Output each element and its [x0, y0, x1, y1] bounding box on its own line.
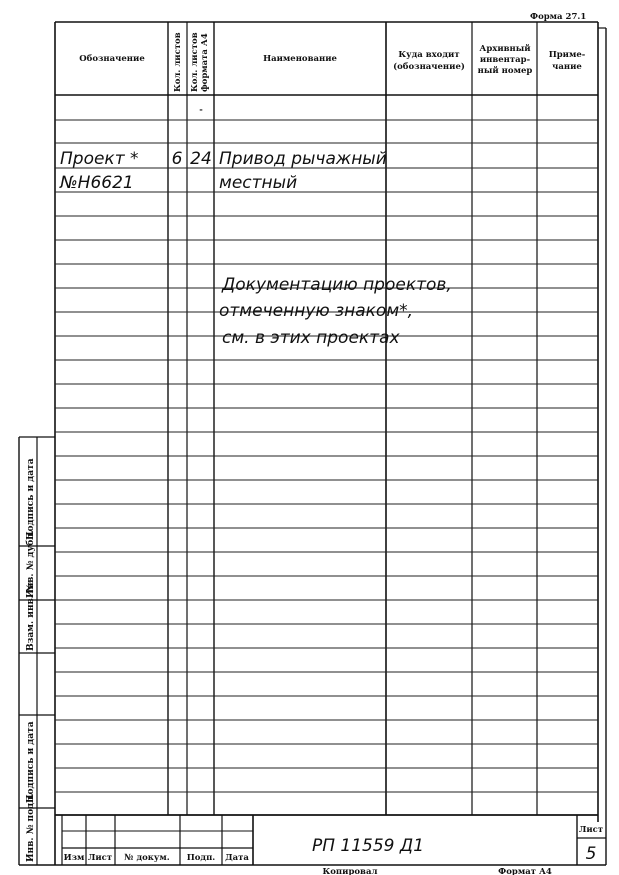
- header-archive-2: инвентар-: [479, 55, 531, 65]
- tb-designation: РП 11559 Д1: [311, 836, 425, 856]
- entry-designation-1: Проект *: [60, 149, 139, 169]
- header-note-2: чание: [552, 62, 582, 72]
- remark-line-2: отмеченную знаком*,: [219, 301, 414, 321]
- table-rows: [55, 120, 598, 815]
- dash-mark: -: [199, 105, 203, 115]
- remark-line-1: Документацию проектов,: [222, 275, 452, 295]
- header-sheet-count-a4-1: Кол. листов: [190, 32, 200, 92]
- header-note-1: Приме-: [548, 50, 586, 60]
- footer-format: Формат А4: [498, 867, 552, 875]
- header-archive-1: Архивный: [479, 44, 531, 54]
- tb-list: Лист: [87, 853, 113, 863]
- tb-sheet-label: Лист: [578, 825, 604, 835]
- header-where-used-2: (обозначение): [393, 62, 465, 72]
- form-label: Форма 27.1: [530, 12, 587, 22]
- side-label-dup-inv: Инв. № дубл.: [26, 530, 36, 598]
- entry-name-2: местный: [219, 173, 298, 193]
- header-name: Наименование: [263, 54, 337, 64]
- footer-copied: Копировал: [322, 867, 378, 875]
- header-designation: Обозначение: [79, 54, 145, 64]
- tb-sheet-no: 5: [585, 844, 597, 864]
- header-archive-3: ный номер: [477, 66, 533, 76]
- entry-sheets: 6: [171, 149, 183, 169]
- side-strip: [19, 437, 606, 865]
- header-sheet-count-a4-2: формата А4: [200, 33, 210, 92]
- entry-name-1: Привод рычажный: [219, 149, 387, 169]
- tb-doc-no: № докум.: [124, 853, 170, 863]
- side-label-replaces-inv: Взам. инв. №: [26, 582, 36, 651]
- header-sheet-count: Кол. листов: [173, 32, 183, 92]
- side-label-orig-inv: Инв. № подл.: [26, 793, 36, 862]
- header-where-used-1: Куда входит: [398, 50, 460, 60]
- tb-izm: Изм: [63, 853, 85, 863]
- tb-sign: Подп.: [186, 853, 216, 863]
- remark-line-3: см. в этих проектах: [222, 328, 400, 348]
- entry-designation-2: №Н6621: [60, 173, 134, 193]
- side-label-signature-date: Подпись и дата: [26, 721, 36, 803]
- side-label-signature-date-top: Подпись и дата: [26, 458, 36, 540]
- tb-date: Дата: [225, 853, 249, 863]
- entry-sheets-a4: 24: [190, 149, 212, 169]
